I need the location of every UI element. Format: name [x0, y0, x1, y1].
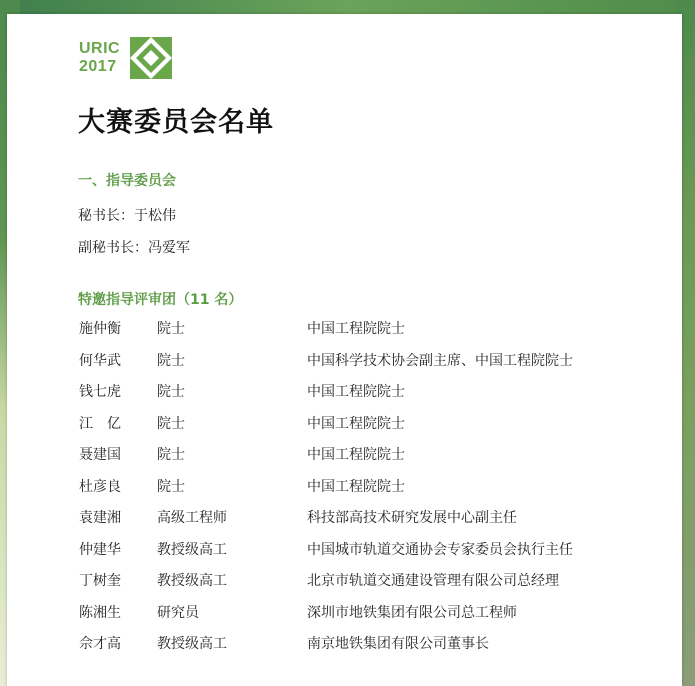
section-heading-review-panel: 特邀指导评审团（11 名） [78, 292, 243, 308]
member-title: 院士 [157, 415, 185, 432]
logo-text [79, 40, 120, 76]
member-name: 佘才高 [79, 636, 121, 652]
member-title: 教授级高工 [157, 573, 227, 589]
member-name: 袁建湘 [79, 510, 121, 526]
member-name: 施仲衡 [79, 321, 121, 337]
member-title: 院士 [157, 352, 185, 369]
member-org: 北京市轨道交通建设管理有限公司总经理 [307, 573, 559, 589]
member-org: 中国工程院院士 [307, 447, 405, 463]
secretary-general-line: 秘书长：于松伟 [78, 208, 176, 224]
member-name: 江 亿 [79, 415, 121, 432]
member-name: 仲建华 [79, 541, 121, 558]
member-name: 聂建国 [79, 447, 121, 463]
member-org: 中国工程院院士 [307, 321, 405, 337]
logo-line1: URIC [79, 40, 121, 57]
member-title: 研究员 [157, 604, 199, 621]
member-title: 院士 [157, 384, 185, 400]
member-org: 深圳市地铁集团有限公司总工程师 [307, 604, 517, 621]
member-title: 院士 [157, 321, 185, 337]
uric-logo [79, 37, 172, 79]
page-title: 大赛委员会名单 [78, 107, 274, 138]
member-org: 南京地铁集团有限公司董事长 [307, 636, 489, 652]
member-org: 中国工程院院士 [307, 384, 405, 400]
member-name: 钱七虎 [79, 384, 121, 400]
document-page [7, 14, 682, 686]
logo-line2: 2017 [79, 58, 117, 75]
member-title: 教授级高工 [157, 636, 227, 652]
member-org: 中国工程院院士 [307, 478, 405, 495]
member-org: 科技部高技术研究发展中心副主任 [307, 510, 517, 526]
member-title: 院士 [157, 478, 185, 495]
deputy-secretary-general-line: 副秘书长：冯爱军 [78, 240, 190, 256]
section-heading-steering: 一、指导委员会 [78, 173, 176, 189]
member-org: 中国城市轨道交通协会专家委员会执行主任 [307, 541, 573, 558]
member-title: 高级工程师 [157, 510, 227, 526]
member-name: 陈湘生 [79, 604, 121, 621]
logo-mark-icon [130, 37, 172, 79]
member-org: 中国工程院院士 [307, 415, 405, 432]
member-name: 杜彦良 [79, 478, 121, 495]
member-title: 教授级高工 [157, 541, 227, 558]
member-name: 何华武 [79, 352, 121, 369]
member-org: 中国科学技术协会副主席、中国工程院院士 [307, 352, 573, 369]
member-title: 院士 [157, 447, 185, 463]
member-name: 丁树奎 [79, 573, 121, 589]
